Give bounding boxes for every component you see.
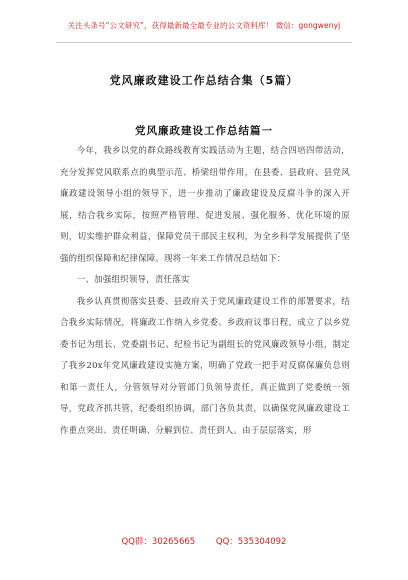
footer-qq-number: QQ：535304092 — [215, 537, 287, 547]
document-title: 党风廉政建设工作总结合集（5篇） — [109, 74, 299, 87]
section-title: 党风廉政建设工作总结篇一 — [135, 125, 273, 137]
footer-qq-group: QQ群：30265665 — [121, 537, 196, 547]
body-paragraph-1: 我乡认真贯彻落实县委、县政府关于党风廉政建设工作的部署要求，结合我乡实际情况，将廉政工作纳入乡党委、乡政府议事日程，成立了以乡党委书记为组长、党委副书记、纪检书记为副组长的党风廉政领导小组，制定了我乡20x年党风廉政建设实施方案，明确了党政一把手对反腐保廉负总则和第一责任人，分管领导对分管部门负领导责任，真正做到了党委统一领导，党政齐抓共管，纪委组织协调，部门各负其责，以确保党风廉政建设工作重点突出、责任明确、分解到位、责任到人。由于层层落实，形 — [60, 295, 350, 435]
header-divider — [56, 42, 352, 43]
body-subheading-1: 一、加强组织领导，责任落实 — [76, 274, 190, 284]
document-body — [60, 140, 350, 441]
header-promo-note: 关注头条号“公文研究”，获得最新最全最专业的公文资料库！ 微信：gongwenyj — [67, 21, 341, 30]
body-paragraph-intro: 今年，我乡以党的群众路线教育实践活动为主题，结合四培四带活动，充分发挥党风联系点的典型示范、桥梁纽带作用，在县委、县政府、县党风廉政建设领导小组的领导下，进一步推动了廉政建设及反腐斗争的深入开展，结合我乡实际，按照严格管理、促进发展、强化服务、优化环境的原则，切实维护群众利益，保障党员干部民主权利，为全乡科学发展提供了坚强的组织保障和纪律保障。现将一年来工作情况总结如下： — [60, 145, 350, 263]
footer-contact — [0, 535, 408, 547]
